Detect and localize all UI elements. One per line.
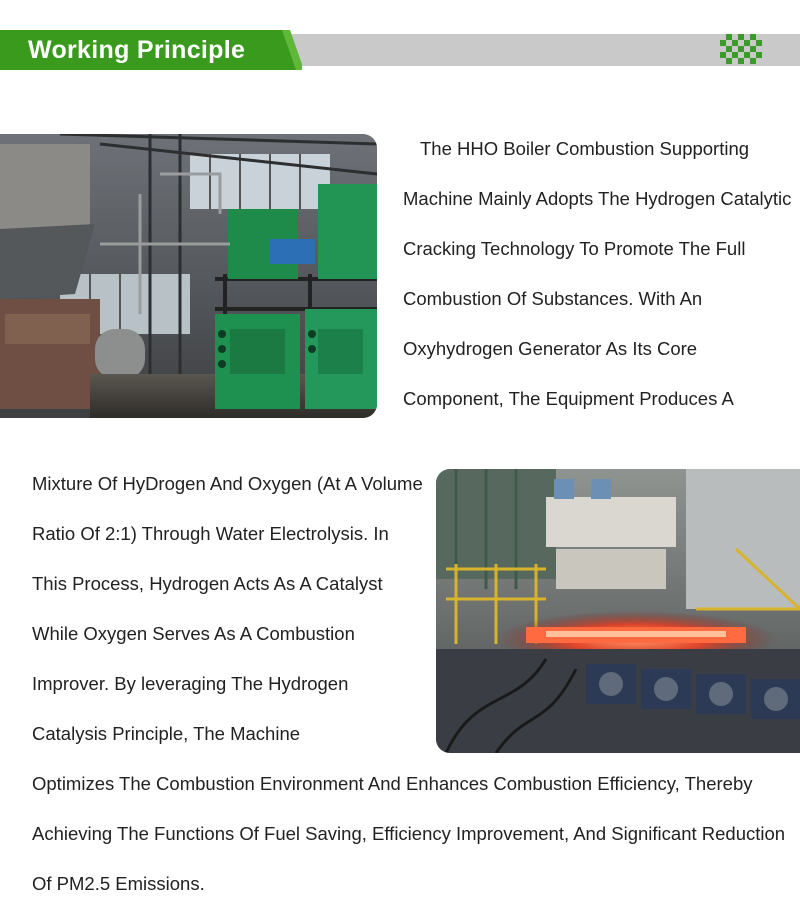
paragraph-3: Optimizes The Combustion Environment And Enhances Combustion Efficiency, Thereby Achieving The Functions Of Fuel Saving, Efficiency Improvement, And Significant Reduction Of PM2.5 Emissions. [32,773,786,894]
steel-mill-hot-billet-photo [436,469,800,753]
section-title: Working Principle [28,36,246,64]
section-header [0,30,800,70]
paragraph-1: The HHO Boiler Combustion Supporting Machine Mainly Adopts The Hydrogen Catalytic Cracking Technology To Promote The Full Combustion Of Substances. With An Oxyhydrogen Generator As Its Core Component, The Equipment Produces A [403,138,792,409]
boiler-room-green-machines-photo [0,134,377,418]
checker-pattern-icon [720,34,762,66]
paragraph-2: Mixture Of HyDrogen And Oxygen (At A Volume Ratio Of 2:1) Through Water Electrolysis. In This Process, Hydrogen Acts As A Catalyst While Oxygen Serves As A Combustion Improver. By leveraging The Hydrogen Catalysis Principle, The Machine [32,473,423,744]
